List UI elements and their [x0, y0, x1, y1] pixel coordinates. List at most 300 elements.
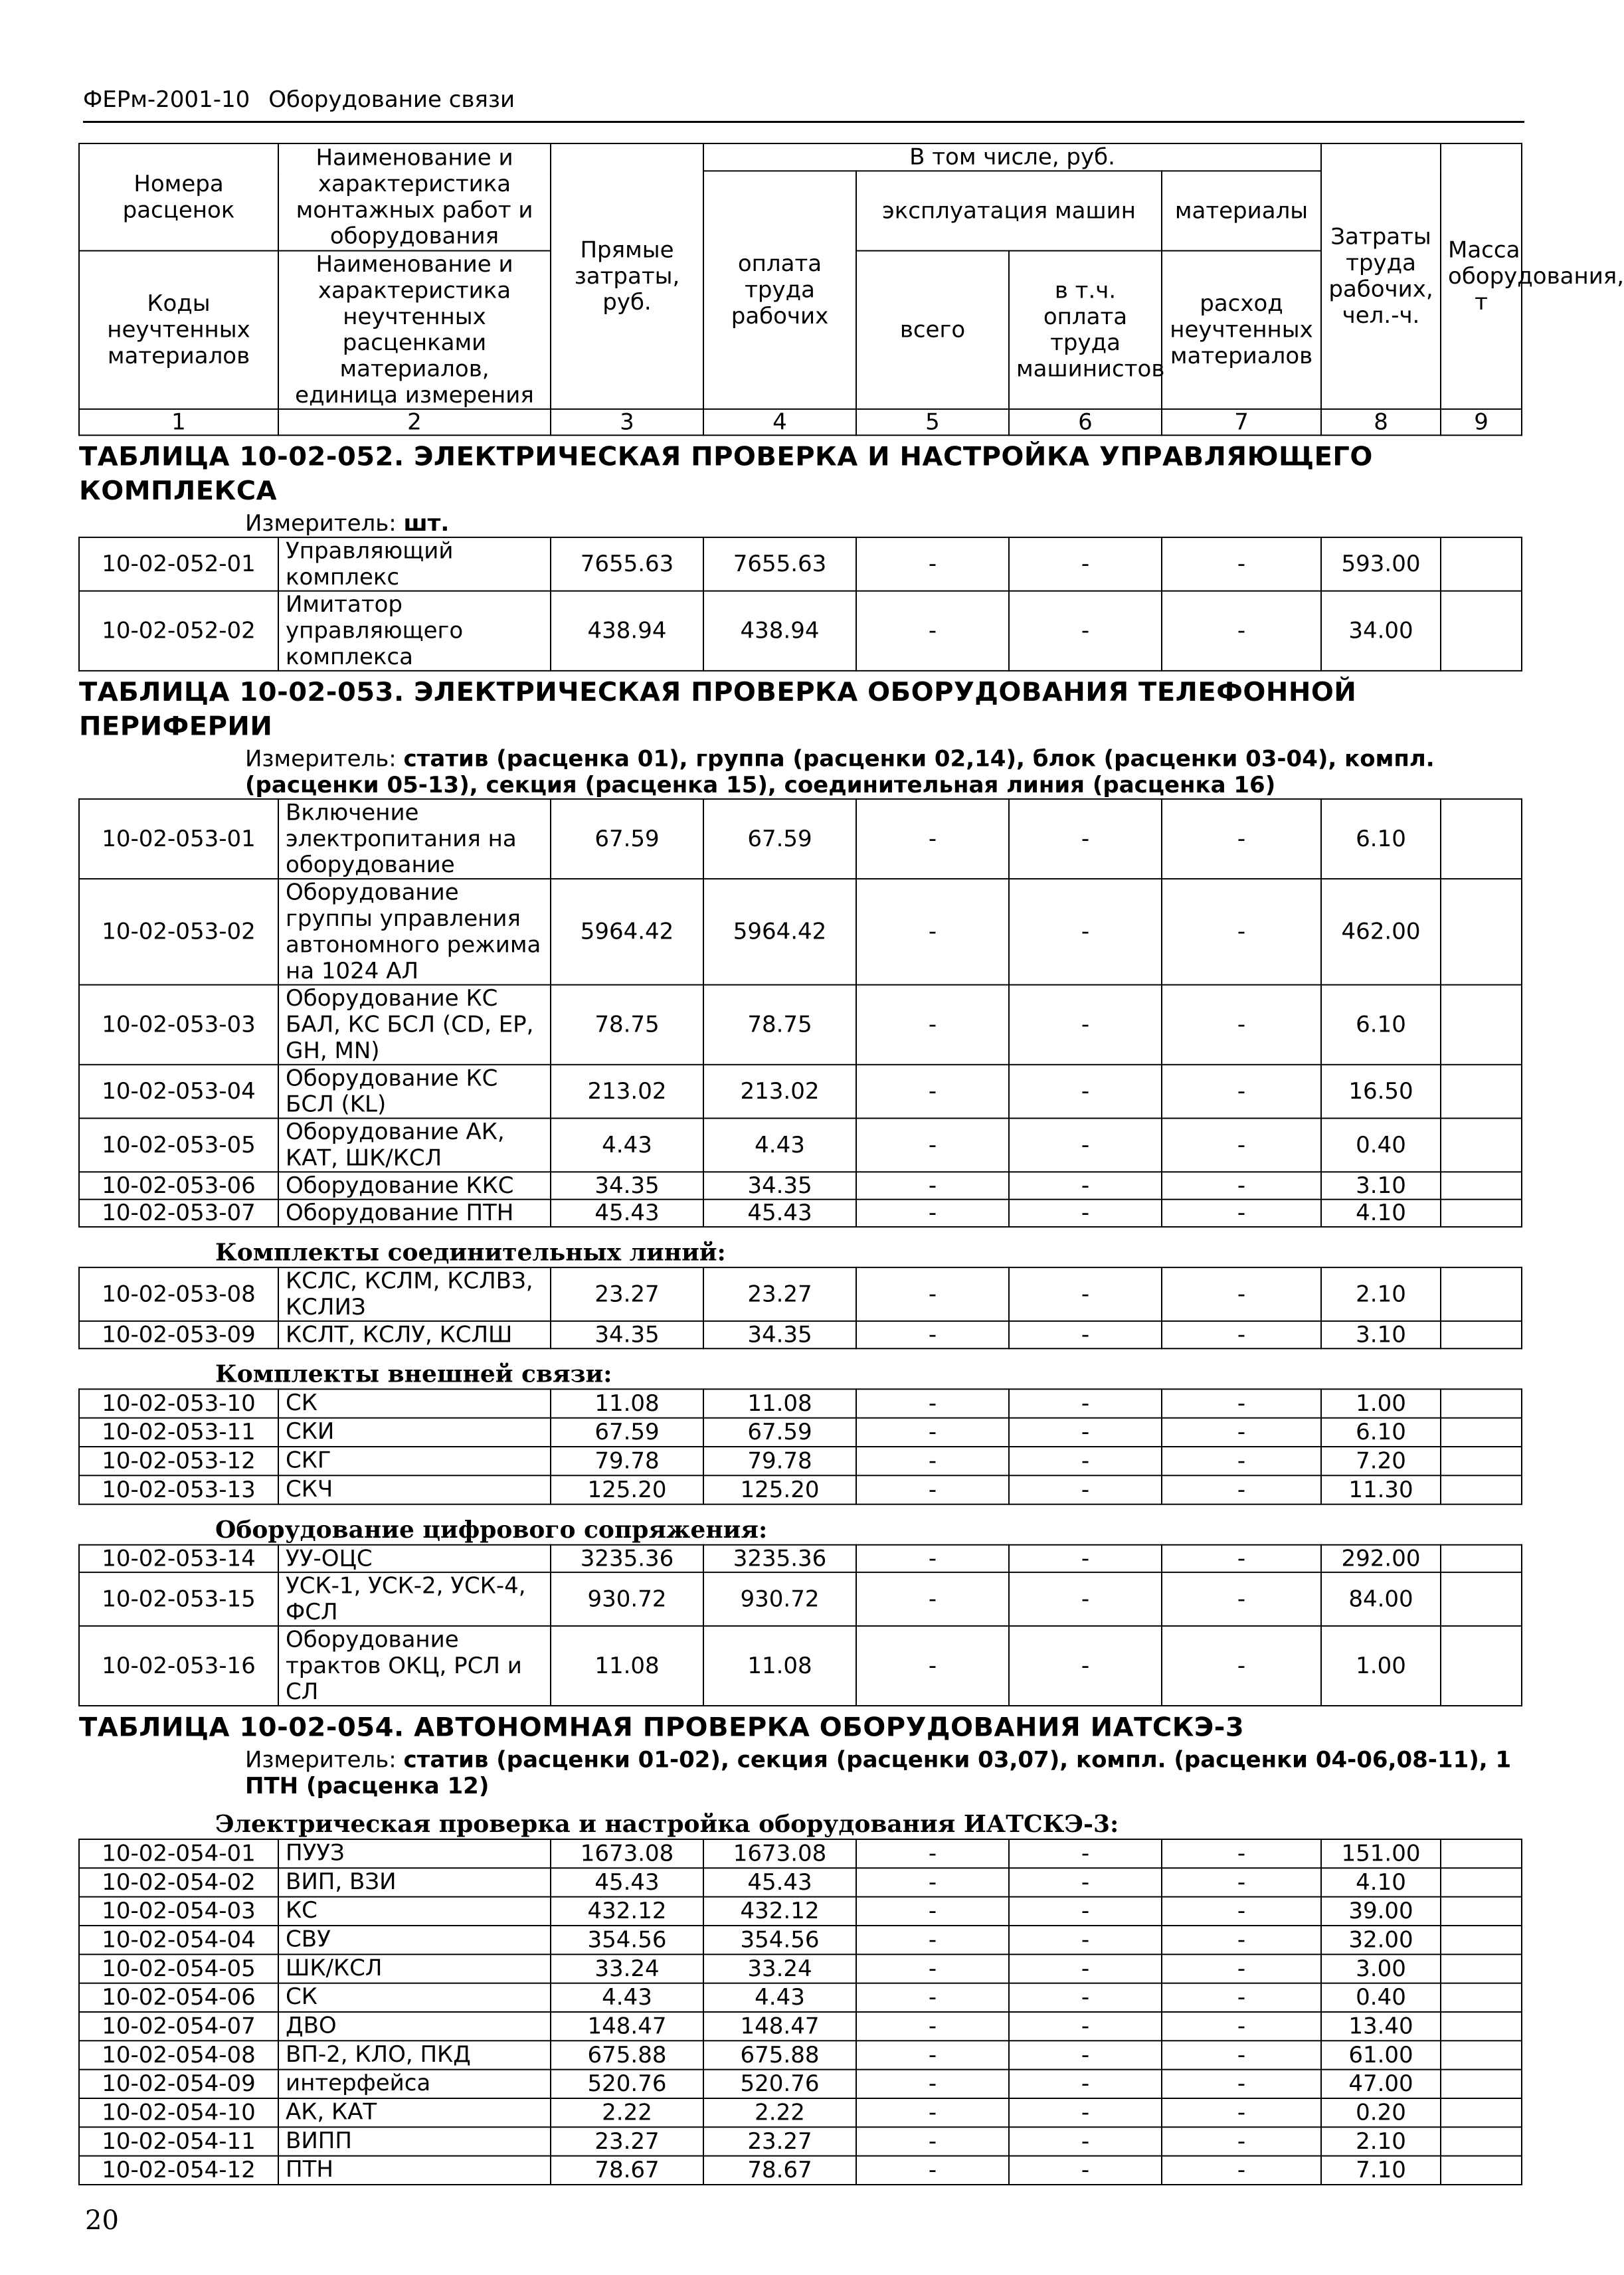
- including-header: В том числе, руб.: [703, 143, 1321, 171]
- equipment-mass: [1441, 1868, 1522, 1896]
- col-number: 9: [1441, 409, 1522, 435]
- equipment-mass: [1441, 537, 1522, 591]
- work-name: ДВО: [278, 2012, 551, 2041]
- machinists-pay: -: [1009, 2041, 1162, 2069]
- rate-code: 10-02-052-01: [79, 537, 278, 591]
- labor-pay: 7655.63: [703, 537, 856, 591]
- work-name: Оборудование КС БАЛ, КС БСЛ (CD, EP, GH, MN): [278, 985, 551, 1065]
- table-row: [79, 799, 1522, 879]
- materials-usage: -: [1162, 1065, 1321, 1119]
- measure-row: [79, 1747, 1522, 1799]
- work-name: Оборудование ККС: [278, 1172, 551, 1199]
- work-name: УУ-ОЦС: [278, 1545, 551, 1572]
- rate-code: 10-02-054-10: [79, 2098, 278, 2127]
- labor-hours: 84.00: [1321, 1572, 1441, 1626]
- machinists-pay: -: [1009, 1839, 1162, 1868]
- direct-cost: 675.88: [551, 2041, 703, 2069]
- machinists-pay: -: [1009, 1954, 1162, 1983]
- equipment-mass: [1441, 1418, 1522, 1447]
- machinists-pay: -: [1009, 2098, 1162, 2127]
- table-row: [79, 2156, 1522, 2185]
- materials-usage: -: [1162, 2127, 1321, 2155]
- equipment-mass: [1441, 1119, 1522, 1172]
- labor-pay: 11.08: [703, 1626, 856, 1706]
- machines-total: -: [856, 2041, 1009, 2069]
- materials-usage: -: [1162, 591, 1321, 671]
- work-name: ПУУЗ: [278, 1839, 551, 1868]
- measure-row: [79, 511, 1522, 537]
- materials-usage: -: [1162, 2070, 1321, 2098]
- direct-cost: 45.43: [551, 1868, 703, 1896]
- materials-usage: -: [1162, 1545, 1321, 1572]
- equipment-mass: [1441, 1389, 1522, 1417]
- materials-usage: -: [1162, 1418, 1321, 1447]
- machines-total: -: [856, 1200, 1009, 1227]
- machines-total: -: [856, 1267, 1009, 1321]
- table-row: [79, 1172, 1522, 1199]
- labor-pay: 34.35: [703, 1172, 856, 1199]
- machines-total: -: [856, 1418, 1009, 1447]
- work-name: УСК-1, УСК-2, УСК-4, ФСЛ: [278, 1572, 551, 1626]
- labor-hours: 34.00: [1321, 591, 1441, 671]
- labor-pay: 125.20: [703, 1475, 856, 1504]
- machines-total: -: [856, 537, 1009, 591]
- materials-header: материалы: [1162, 171, 1321, 250]
- materials-usage: -: [1162, 1897, 1321, 1926]
- col3-header: Прямые затраты, руб.: [551, 143, 703, 409]
- materials-usage: -: [1162, 799, 1321, 879]
- equipment-mass: [1441, 1200, 1522, 1227]
- direct-cost: 213.02: [551, 1065, 703, 1119]
- table-row: [79, 1119, 1522, 1172]
- measure-row: [79, 746, 1522, 799]
- machinists-pay: -: [1009, 1926, 1162, 1954]
- table-row: [79, 591, 1522, 671]
- machinists-pay: -: [1009, 1200, 1162, 1227]
- work-name: ВИПП: [278, 2127, 551, 2155]
- table-row: [79, 1626, 1522, 1706]
- machines-total: -: [856, 1545, 1009, 1572]
- materials-usage: -: [1162, 2012, 1321, 2041]
- measure-value: статив (расценка 01), группа (расценки 02,14), блок (расценки 03-04), компл. (расценки 05-13), секция (расценка 15), соединительная линия (расценка 16): [245, 746, 1435, 798]
- labor-hours: 7.10: [1321, 2156, 1441, 2185]
- labor-pay: 3235.36: [703, 1545, 856, 1572]
- measure-label: Измеритель:: [245, 746, 397, 773]
- direct-cost: 930.72: [551, 1572, 703, 1626]
- labor-pay: 675.88: [703, 2041, 856, 2069]
- equipment-mass: [1441, 985, 1522, 1065]
- work-name: КС: [278, 1897, 551, 1926]
- work-name: АК, КАТ: [278, 2098, 551, 2127]
- machinists-pay: -: [1009, 591, 1162, 671]
- column-numbers-row: [79, 409, 1522, 435]
- labor-pay: 78.75: [703, 985, 856, 1065]
- labor-hours: 4.10: [1321, 1868, 1441, 1896]
- equipment-mass: [1441, 1626, 1522, 1706]
- labor-hours: 0.40: [1321, 1119, 1441, 1172]
- equipment-mass: [1441, 1475, 1522, 1504]
- rate-code: 10-02-054-12: [79, 2156, 278, 2185]
- labor-hours: 4.10: [1321, 1200, 1441, 1227]
- direct-cost: 11.08: [551, 1626, 703, 1706]
- col2-bottom-header: Наименование и характеристика неучтенных расценками материалов, единица измерения: [278, 251, 551, 409]
- labor-hours: 151.00: [1321, 1839, 1441, 1868]
- direct-cost: 438.94: [551, 591, 703, 671]
- rate-code: 10-02-054-05: [79, 1954, 278, 1983]
- rates-sheet: [78, 143, 1624, 2185]
- rate-code: 10-02-053-05: [79, 1119, 278, 1172]
- direct-cost: 45.43: [551, 1200, 703, 1227]
- machines-total: -: [856, 2070, 1009, 2098]
- labor-pay: 11.08: [703, 1389, 856, 1417]
- work-name: ШК/КСЛ: [278, 1954, 551, 1983]
- col2-top-header: Наименование и характеристика монтажных работ и оборудования: [278, 143, 551, 251]
- labor-pay: 432.12: [703, 1897, 856, 1926]
- measure-label: Измеритель:: [245, 1747, 397, 1774]
- measure-label: Измеритель:: [245, 510, 397, 537]
- group-heading: Комплекты внешней связи:: [215, 1360, 612, 1388]
- labor-pay: 45.43: [703, 1868, 856, 1896]
- equipment-mass: [1441, 1545, 1522, 1572]
- machinists-pay: -: [1009, 879, 1162, 985]
- equipment-mass: [1441, 1954, 1522, 1983]
- machines-total: -: [856, 2127, 1009, 2155]
- table-row: [79, 1200, 1522, 1227]
- document-title: Оборудование связи: [268, 86, 515, 113]
- labor-hours: 11.30: [1321, 1475, 1441, 1504]
- materials-usage: -: [1162, 1926, 1321, 1954]
- group-heading-row: [79, 1348, 1522, 1389]
- table-row: [79, 2041, 1522, 2069]
- machinists-pay: -: [1009, 1897, 1162, 1926]
- col7-header: расход неучтенных материалов: [1162, 251, 1321, 409]
- materials-usage: -: [1162, 1200, 1321, 1227]
- col9-header: Масса оборудования, т: [1441, 143, 1522, 409]
- col-number: 7: [1162, 409, 1321, 435]
- table-row: [79, 2127, 1522, 2155]
- rate-code: 10-02-054-11: [79, 2127, 278, 2155]
- work-name: Оборудование АК, КАТ, ШК/КСЛ: [278, 1119, 551, 1172]
- table-row: [79, 1389, 1522, 1417]
- equipment-mass: [1441, 1267, 1522, 1321]
- rate-code: 10-02-053-11: [79, 1418, 278, 1447]
- group-heading: Комплекты соединительных линий:: [215, 1238, 726, 1267]
- rate-code: 10-02-054-02: [79, 1868, 278, 1896]
- direct-cost: 1673.08: [551, 1839, 703, 1868]
- labor-hours: 6.10: [1321, 1418, 1441, 1447]
- equipment-mass: [1441, 2012, 1522, 2041]
- materials-usage: -: [1162, 1954, 1321, 1983]
- col-number: 8: [1321, 409, 1441, 435]
- table-title-row: [79, 1706, 1522, 1747]
- work-name: СВУ: [278, 1926, 551, 1954]
- rate-code: 10-02-053-03: [79, 985, 278, 1065]
- machinists-pay: -: [1009, 1321, 1162, 1348]
- machinists-pay: -: [1009, 2127, 1162, 2155]
- machinists-pay: -: [1009, 1119, 1162, 1172]
- table-row: [79, 1321, 1522, 1348]
- group-heading-row: [79, 1504, 1522, 1545]
- materials-usage: -: [1162, 879, 1321, 985]
- table-row: [79, 2012, 1522, 2041]
- direct-cost: 67.59: [551, 799, 703, 879]
- materials-usage: -: [1162, 1321, 1321, 1348]
- equipment-mass: [1441, 1897, 1522, 1926]
- machines-total: -: [856, 1626, 1009, 1706]
- work-name: КСЛС, КСЛМ, КСЛВЗ, КСЛИЗ: [278, 1267, 551, 1321]
- labor-pay: 67.59: [703, 799, 856, 879]
- direct-cost: 23.27: [551, 2127, 703, 2155]
- machinists-pay: -: [1009, 1172, 1162, 1199]
- materials-usage: -: [1162, 1572, 1321, 1626]
- direct-cost: 34.35: [551, 1321, 703, 1348]
- col-number: 1: [79, 409, 278, 435]
- table-row: [79, 1983, 1522, 2012]
- machinists-pay: -: [1009, 2012, 1162, 2041]
- equipment-mass: [1441, 2070, 1522, 2098]
- rate-code: 10-02-054-09: [79, 2070, 278, 2098]
- machinists-pay: -: [1009, 1983, 1162, 2012]
- col1-bottom-header: Коды неучтенных материалов: [79, 251, 278, 409]
- direct-cost: 520.76: [551, 2070, 703, 2098]
- table-row: [79, 1954, 1522, 1983]
- labor-hours: 39.00: [1321, 1897, 1441, 1926]
- col-number: 6: [1009, 409, 1162, 435]
- measure-unit: [79, 511, 1522, 537]
- machines-total: -: [856, 1119, 1009, 1172]
- labor-hours: 7.20: [1321, 1447, 1441, 1475]
- work-name: СК: [278, 1983, 551, 2012]
- equipment-mass: [1441, 799, 1522, 879]
- labor-hours: 462.00: [1321, 879, 1441, 985]
- labor-pay: 79.78: [703, 1447, 856, 1475]
- direct-cost: 3235.36: [551, 1545, 703, 1572]
- machinists-pay: -: [1009, 537, 1162, 591]
- work-name: СК: [278, 1389, 551, 1417]
- equipment-mass: [1441, 2127, 1522, 2155]
- labor-hours: 3.00: [1321, 1954, 1441, 1983]
- rate-code: 10-02-053-08: [79, 1267, 278, 1321]
- rate-code: 10-02-053-15: [79, 1572, 278, 1626]
- labor-hours: 32.00: [1321, 1926, 1441, 1954]
- direct-cost: 432.12: [551, 1897, 703, 1926]
- labor-pay: 5964.42: [703, 879, 856, 985]
- col-number: 4: [703, 409, 856, 435]
- document-code: ФЕРм-2001-10: [83, 86, 250, 113]
- labor-pay: 2.22: [703, 2098, 856, 2127]
- machines-total: -: [856, 2098, 1009, 2127]
- work-name: ВИП, ВЗИ: [278, 1868, 551, 1896]
- page-number: 20: [85, 2205, 119, 2236]
- work-name: Оборудование КС БСЛ (KL): [278, 1065, 551, 1119]
- equipment-mass: [1441, 879, 1522, 985]
- materials-usage: -: [1162, 1475, 1321, 1504]
- machines-total: -: [856, 1172, 1009, 1199]
- machines-total: -: [856, 1868, 1009, 1896]
- page-header: [83, 86, 1524, 123]
- work-name: Включение электропитания на оборудование: [278, 799, 551, 879]
- direct-cost: 11.08: [551, 1389, 703, 1417]
- rate-code: 10-02-054-08: [79, 2041, 278, 2069]
- labor-pay: 438.94: [703, 591, 856, 671]
- machines-total: -: [856, 2012, 1009, 2041]
- machinists-pay: -: [1009, 2156, 1162, 2185]
- rate-code: 10-02-053-02: [79, 879, 278, 985]
- table-row: [79, 1418, 1522, 1447]
- direct-cost: 5964.42: [551, 879, 703, 985]
- materials-usage: -: [1162, 537, 1321, 591]
- direct-cost: 7655.63: [551, 537, 703, 591]
- equipment-mass: [1441, 2041, 1522, 2069]
- table-row: [79, 2098, 1522, 2127]
- rate-code: 10-02-053-14: [79, 1545, 278, 1572]
- table-row: [79, 1545, 1522, 1572]
- labor-pay: 148.47: [703, 2012, 856, 2041]
- materials-usage: -: [1162, 1839, 1321, 1868]
- machines-total: -: [856, 985, 1009, 1065]
- rate-code: 10-02-054-04: [79, 1926, 278, 1954]
- group-heading: Электрическая проверка и настройка оборудования ИАТСКЭ-3:: [215, 1810, 1119, 1838]
- labor-hours: 292.00: [1321, 1545, 1441, 1572]
- rate-code: 10-02-053-06: [79, 1172, 278, 1199]
- machines-total: -: [856, 1389, 1009, 1417]
- table-title-row: [79, 671, 1522, 746]
- measure-value: статив (расценки 01-02), секция (расценки 03,07), компл. (расценки 04-06,08-11), 1 ПТН (расценка 12): [245, 1747, 1512, 1799]
- work-name: Управляющий комплекс: [278, 537, 551, 591]
- work-name: ПТН: [278, 2156, 551, 2185]
- machinists-pay: -: [1009, 1447, 1162, 1475]
- machinists-pay: -: [1009, 1065, 1162, 1119]
- labor-hours: 16.50: [1321, 1065, 1441, 1119]
- machines-total: -: [856, 1926, 1009, 1954]
- work-name: СКГ: [278, 1447, 551, 1475]
- equipment-mass: [1441, 1065, 1522, 1119]
- materials-usage: -: [1162, 985, 1321, 1065]
- work-name: Имитатор управляющего комплекса: [278, 591, 551, 671]
- labor-pay: 78.67: [703, 2156, 856, 2185]
- work-name: СКЧ: [278, 1475, 551, 1504]
- labor-pay: 23.27: [703, 1267, 856, 1321]
- table-title: ТАБЛИЦА 10-02-052. ЭЛЕКТРИЧЕСКАЯ ПРОВЕРКА И НАСТРОЙКА УПРАВЛЯЮЩЕГО КОМПЛЕКСА: [79, 442, 1373, 506]
- col-number: 2: [278, 409, 551, 435]
- group-heading-row: [79, 1799, 1522, 1839]
- machines-total: -: [856, 799, 1009, 879]
- table-row: [79, 1475, 1522, 1504]
- direct-cost: 79.78: [551, 1447, 703, 1475]
- machinists-pay: -: [1009, 1626, 1162, 1706]
- direct-cost: 354.56: [551, 1926, 703, 1954]
- machinists-pay: -: [1009, 1475, 1162, 1504]
- rate-code: 10-02-052-02: [79, 591, 278, 671]
- table-title: ТАБЛИЦА 10-02-054. АВТОНОМНАЯ ПРОВЕРКА ОБОРУДОВАНИЯ ИАТСКЭ-3: [79, 1712, 1245, 1743]
- rate-code: 10-02-053-13: [79, 1475, 278, 1504]
- materials-usage: -: [1162, 1447, 1321, 1475]
- work-name: Оборудование группы управления автономного режима на 1024 АЛ: [278, 879, 551, 985]
- machinists-pay: -: [1009, 1545, 1162, 1572]
- col1-top-header: Номера расценок: [79, 143, 278, 251]
- equipment-mass: [1441, 1447, 1522, 1475]
- materials-usage: -: [1162, 2041, 1321, 2069]
- table-row: [79, 1572, 1522, 1626]
- work-name: СКИ: [278, 1418, 551, 1447]
- work-name: КСЛТ, КСЛУ, КСЛШ: [278, 1321, 551, 1348]
- labor-hours: 2.10: [1321, 2127, 1441, 2155]
- direct-cost: 125.20: [551, 1475, 703, 1504]
- labor-hours: 0.20: [1321, 2098, 1441, 2127]
- table-row: [79, 1267, 1522, 1321]
- equipment-mass: [1441, 1983, 1522, 2012]
- direct-cost: 148.47: [551, 2012, 703, 2041]
- labor-hours: 47.00: [1321, 2070, 1441, 2098]
- direct-cost: 23.27: [551, 1267, 703, 1321]
- table-row: [79, 537, 1522, 591]
- labor-pay: 930.72: [703, 1572, 856, 1626]
- table-row: [79, 1839, 1522, 1868]
- col5-header: всего: [856, 251, 1009, 409]
- equipment-mass: [1441, 591, 1522, 671]
- machinists-pay: -: [1009, 985, 1162, 1065]
- labor-pay: 34.35: [703, 1321, 856, 1348]
- measure-unit: [79, 1747, 1522, 1799]
- labor-hours: 6.10: [1321, 799, 1441, 879]
- machines-header: эксплуатация машин: [856, 171, 1162, 250]
- machines-total: -: [856, 879, 1009, 985]
- labor-pay: 33.24: [703, 1954, 856, 1983]
- rate-code: 10-02-053-10: [79, 1389, 278, 1417]
- materials-usage: -: [1162, 1119, 1321, 1172]
- equipment-mass: [1441, 1321, 1522, 1348]
- rate-code: 10-02-053-01: [79, 799, 278, 879]
- equipment-mass: [1441, 1839, 1522, 1868]
- col-number: 3: [551, 409, 703, 435]
- labor-hours: 6.10: [1321, 985, 1441, 1065]
- equipment-mass: [1441, 1572, 1522, 1626]
- labor-hours: 3.10: [1321, 1172, 1441, 1199]
- equipment-mass: [1441, 2156, 1522, 2185]
- machines-total: -: [856, 1897, 1009, 1926]
- col4-header: оплата труда рабочих: [703, 171, 856, 409]
- labor-hours: 13.40: [1321, 2012, 1441, 2041]
- table-row: [79, 985, 1522, 1065]
- rate-code: 10-02-054-03: [79, 1897, 278, 1926]
- materials-usage: -: [1162, 2098, 1321, 2127]
- materials-usage: -: [1162, 1868, 1321, 1896]
- direct-cost: 78.75: [551, 985, 703, 1065]
- rate-code: 10-02-053-16: [79, 1626, 278, 1706]
- labor-hours: 1.00: [1321, 1626, 1441, 1706]
- rate-code: 10-02-053-09: [79, 1321, 278, 1348]
- direct-cost: 34.35: [551, 1172, 703, 1199]
- materials-usage: -: [1162, 1983, 1321, 2012]
- table-row: [79, 2070, 1522, 2098]
- materials-usage: -: [1162, 1389, 1321, 1417]
- col6-header: в т.ч. оплата труда машинистов: [1009, 251, 1162, 409]
- direct-cost: 4.43: [551, 1119, 703, 1172]
- rate-code: 10-02-054-07: [79, 2012, 278, 2041]
- table-row: [79, 1868, 1522, 1896]
- group-heading-row: [79, 1227, 1522, 1267]
- labor-hours: 0.40: [1321, 1983, 1441, 2012]
- materials-usage: -: [1162, 1172, 1321, 1199]
- labor-pay: 45.43: [703, 1200, 856, 1227]
- equipment-mass: [1441, 1926, 1522, 1954]
- rate-code: 10-02-053-12: [79, 1447, 278, 1475]
- work-name: интерфейса: [278, 2070, 551, 2098]
- rates-table: [78, 143, 1624, 2185]
- materials-usage: -: [1162, 1267, 1321, 1321]
- direct-cost: 78.67: [551, 2156, 703, 2185]
- group-heading: Оборудование цифрового сопряжения:: [215, 1516, 768, 1544]
